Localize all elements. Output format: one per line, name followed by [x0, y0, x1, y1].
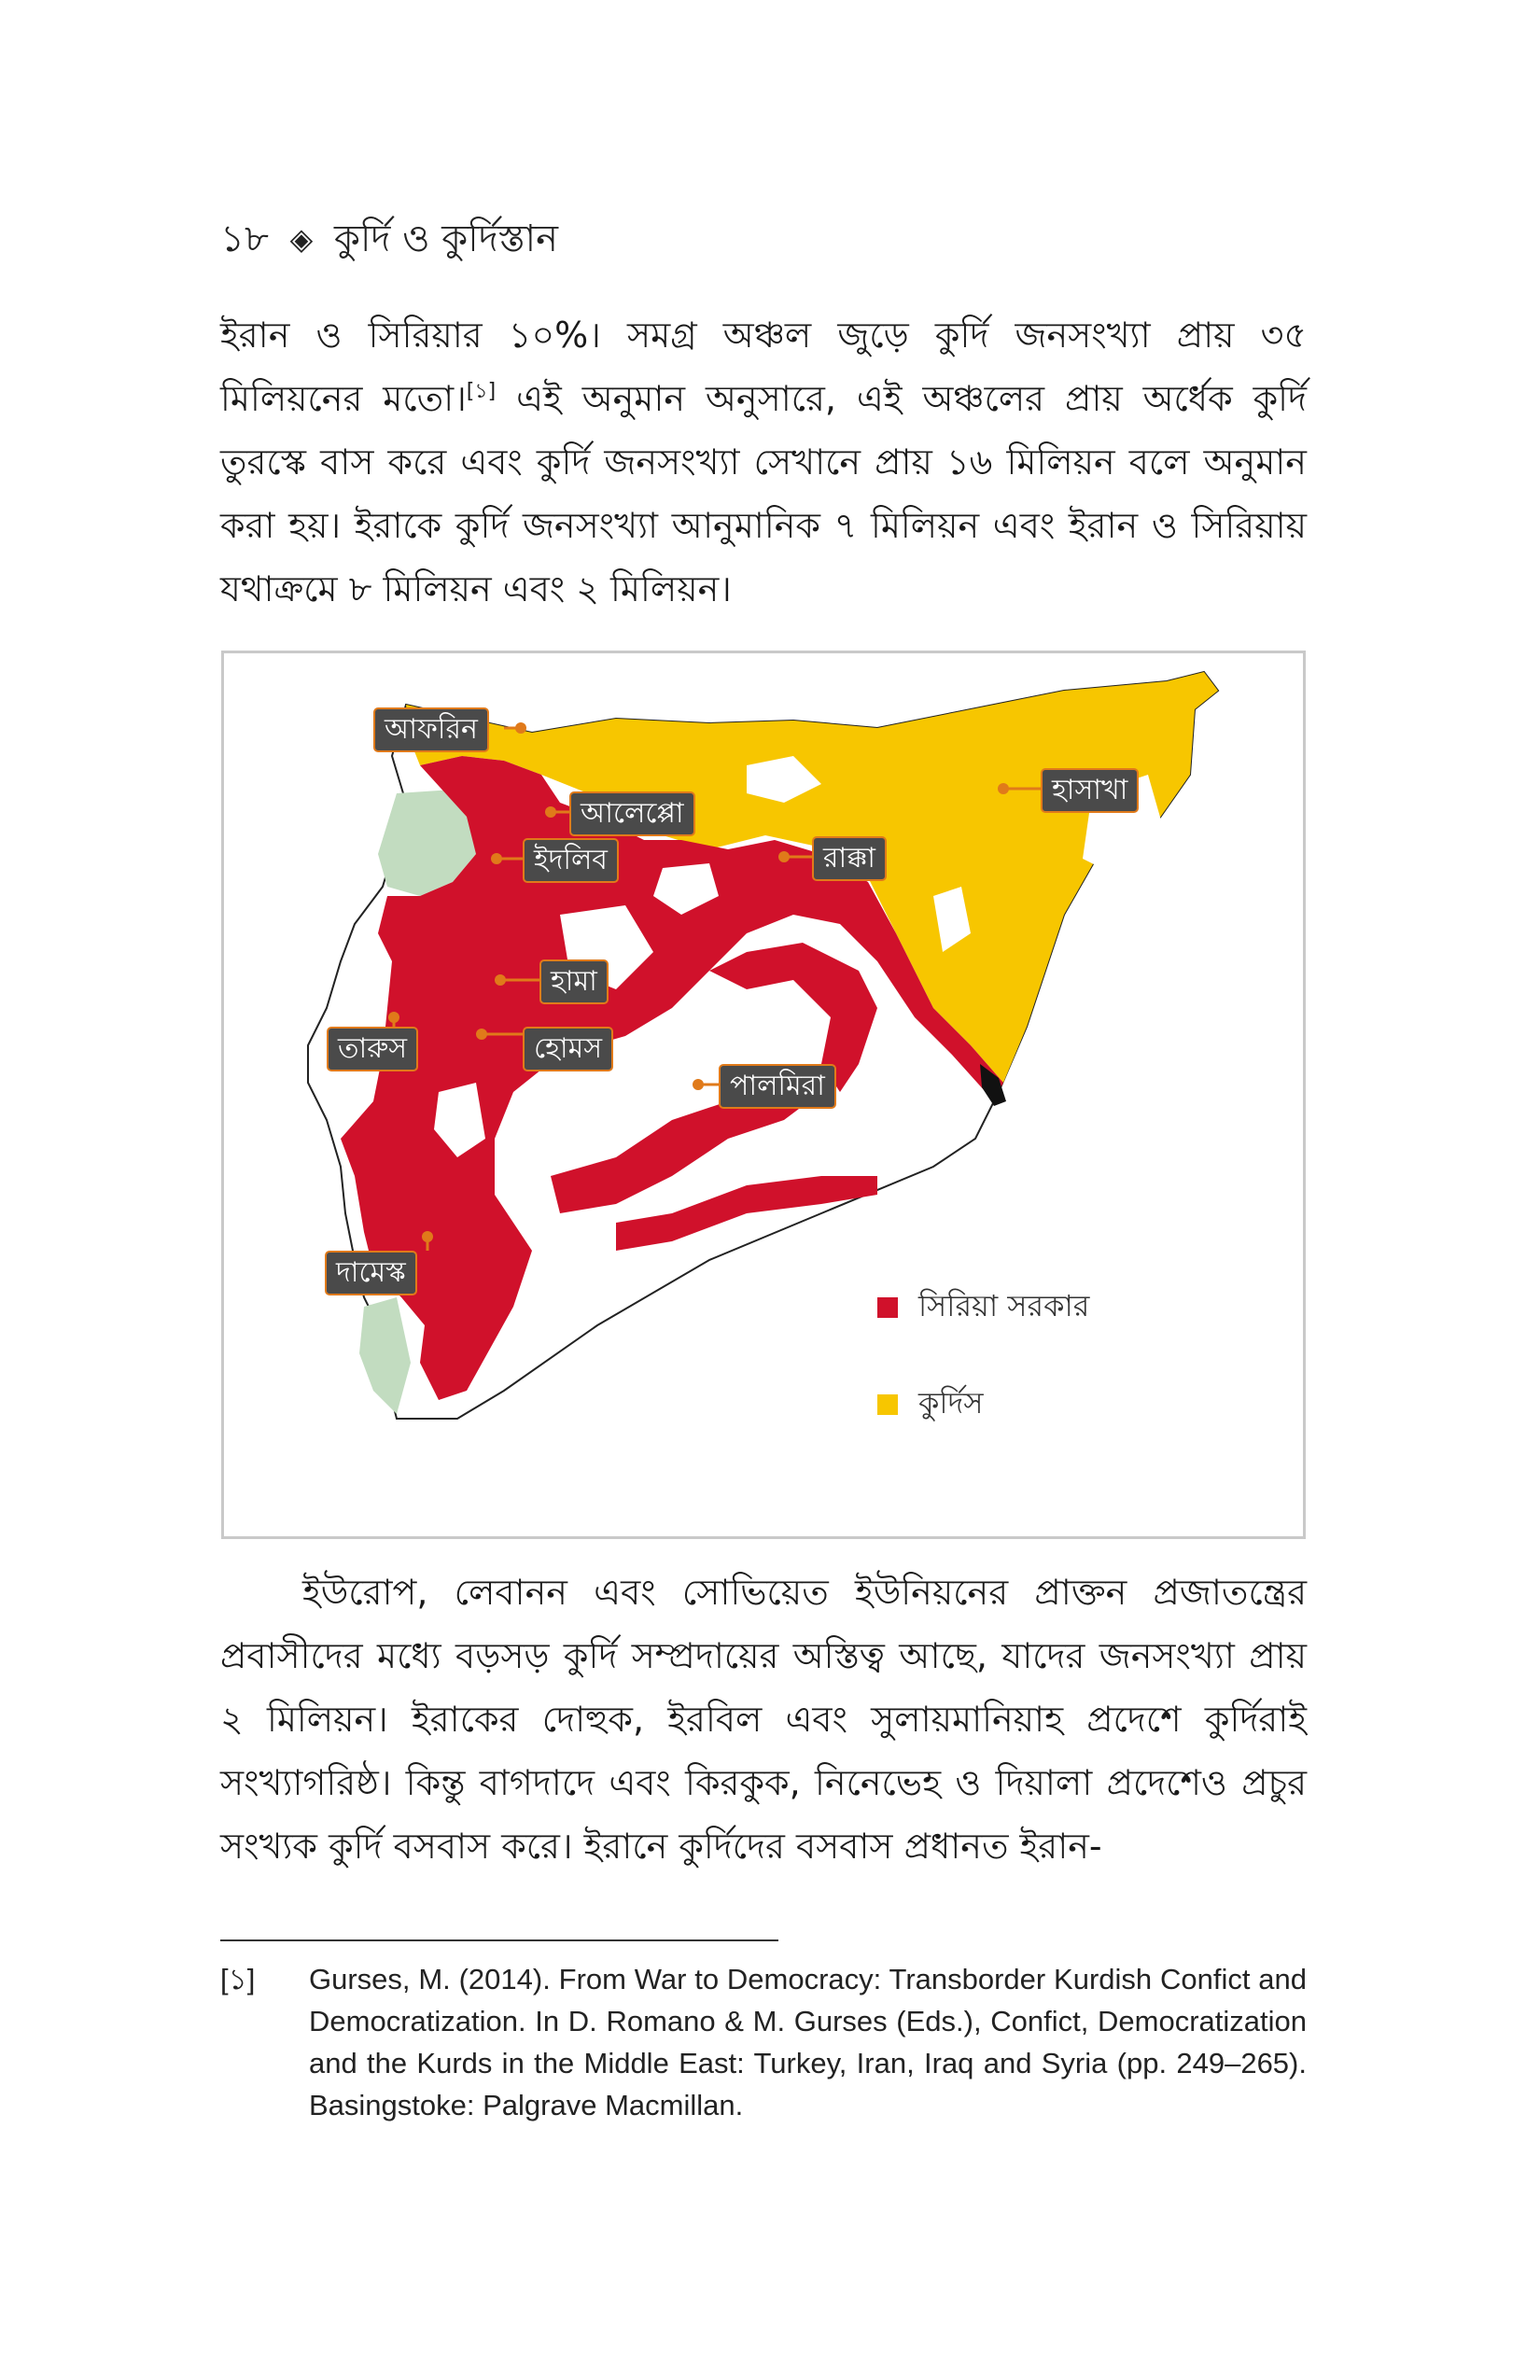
city-label-hama: হামা: [539, 959, 609, 1004]
city-label-hasakah: হাসাখা: [1041, 768, 1139, 813]
legend-kurds: [877, 1379, 984, 1430]
city-label-raqqa: রাক্কা: [812, 836, 887, 881]
city-label-aleppo: আলেপ্পো: [569, 791, 695, 836]
footnote: [220, 1958, 1307, 2126]
city-label-afrin: আফরিন: [373, 707, 489, 752]
running-head: [220, 213, 558, 265]
book-title: কুর্দি ও কুর্দিস্তান: [333, 217, 558, 260]
footnote-text: Gurses, M. (2014). From War to Democracy: Transborder Kurdish Confict and Democratization. In D. Romano & M. Gurses (Eds.), Confict, Democratization and the Kurds in the Middle East: Turkey, Iran, Iraq and Syria (pp. 249–265). Basingstoke: Palgrave Macmillan.: [309, 1963, 1307, 2121]
legend-label-government: সিরিয়া সরকার: [918, 1288, 1090, 1323]
footnote-divider: [220, 1939, 778, 1941]
paragraph-2: ইউরোপ, লেবানন এবং সোভিয়েত ইউনিয়নের প্রাক্তন প্রজাতন্ত্রের প্রবাসীদের মধ্যে বড়সড় কুর্দি সম্প্রদায়ের অস্তিত্ব আছে, যাদের জনসংখ্যা প্রায় ২ মিলিয়ন। ইরাকের দোহুক, ইরবিল এবং সুলায়মানিয়াহ প্রদেশে কুর্দিরাই সংখ্যাগরিষ্ঠ। কিন্তু বাগদাদে এবং কিরকুক, নিনেভেহ ও দিয়ালা প্রদেশেও প্রচুর সংখ্যক কুর্দি বসবাস করে। ইরানে কুর্দিদের বসবাস প্রধানত ইরান-: [220, 1572, 1307, 1867]
legend-government: [877, 1282, 1089, 1333]
paragraph-1-text-a: ইরান ও সিরিয়ার ১০%। সমগ্র অঞ্চল জুড়ে কুর্দি জনসংখ্যা প্রায় ৩৫ মিলিয়নের মতো।: [220, 315, 1307, 419]
page-number: ১৮: [220, 217, 269, 260]
footnote-mark: [১]: [220, 1963, 256, 1995]
syria-control-map: [221, 651, 1306, 1539]
city-label-damascus: দামেস্ক: [325, 1251, 417, 1295]
city-label-idlib: ইদলিব: [523, 838, 619, 883]
legend-swatch-kurds: [877, 1394, 898, 1415]
diamond-icon: ◈: [289, 221, 314, 257]
footnote-reference[interactable]: [১]: [466, 380, 497, 403]
paragraph-1: [220, 303, 1307, 621]
legend-swatch-government: [877, 1297, 898, 1318]
paragraph-1-text-b: এই অনুমান অনুসারে, এই অঞ্চলের প্রায় অর্ধেক কুর্দি তুরস্কে বাস করে এবং কুর্দি জনসংখ্যা সেখানে প্রায় ১৬ মিলিয়ন বলে অনুমান করা হয়। ইরাকে কুর্দি জনসংখ্যা আনুমানিক ৭ মিলিয়ন এবং ইরান ও সিরিয়ায় যথাক্রমে ৮ মিলিয়ন এবং ২ মিলিয়ন।: [220, 378, 1307, 609]
city-label-homs: হোমস: [523, 1027, 613, 1071]
legend-label-kurds: কুর্দিস: [918, 1385, 984, 1421]
city-label-palmyra: পালমিরা: [719, 1064, 836, 1109]
city-label-tartus: তারুস: [327, 1027, 418, 1071]
